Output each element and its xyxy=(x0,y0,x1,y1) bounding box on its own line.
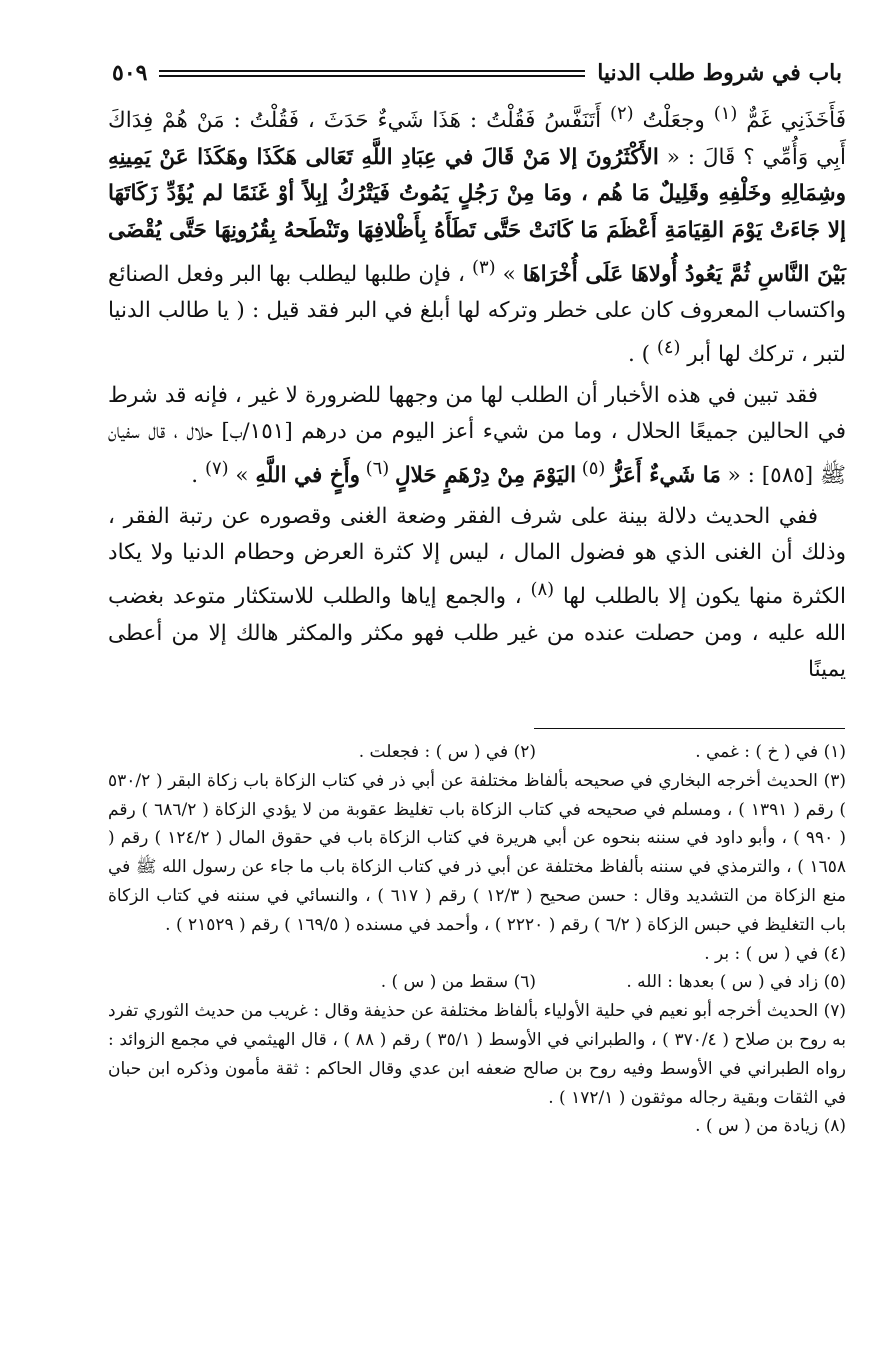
footnote-3: (٣) الحديث أخرجه البخاري في صحيحه بألفاظ مختلفة عن أبي ذر في كتاب الزكاة باب زكاة البقر ( ٥٣٠/٢ ) رقم ( ١٣٩١ ) ، ومسلم في صحيحه في كتاب الزكاة باب تغليظ عقوبة من لا يؤدي الزكاة ( ٦٨٦/٢ ) رقم ( ٩٩٠ ) ، وأبو داود في سننه بنحوه عن أبي هريرة في كتاب الزكاة باب في حقوق المال ( ١٢٤/٢ ) رقم ( ١٦٥٨ ) ، والترمذي في سننه بألفاظ مختلفة عن أبي ذر في كتاب الزكاة باب ما جاء عن رسول الله ﷺ في منع الزكاة من التشديد وقال : حسن صحيح ( ١٢/٣ ) رقم ( ٦١٧ ) ، والنسائي في سننه في كتاب الزكاة باب التغليظ في حبس الزكاة ( ٦/٢ ) رقم ( ٢٢٢٠ ) ، وأحمد في مسنده ( ١٦٩/٥ ) رقم ( ٢١٥٢٩ ) . xyxy=(108,770,847,935)
footnote-7: (٧) الحديث أخرجه أبو نعيم في حلية الأولياء بألفاظ مختلفة عن حذيفة وقال : غريب من حديث الثوري تفرد به روح بن صلاح ( ٣٧٠/٤ ) ، والطبراني في الأوسط ( ٣٥/١ ) رقم ( ٨٨ ) ، قال الهيثمي في مجمع الزوائد : رواه الطبراني في الأوسط وفيه روح بن صالح ضعفه ابن عدي وقال الحاكم : ثقة مأمون وذكره ابن حبان في الثقات وبقية رجاله موثقون ( ١٧٢/١ ) . xyxy=(108,1001,847,1108)
p1-b: أَتَنَفَّسُ فَقُلْتُ : هَذَا شَيءٌ حَدَثَ ، فَقُلْتُ : مَنْ هُمْ فِدَاكَ أَبِي وَأُمِّي ؟ قَالَ : « xyxy=(108,108,847,170)
footnote-marker-3: (٣) xyxy=(471,256,496,278)
p1-end: ، فإن طلبها ليطلب بها البر وفعل الصنائع واكتساب المعروف كان على خطر وتركه لها أبلغ في البر فقد قيل : ( يا طالب الدنيا لتبر ، تركك لها أبر xyxy=(108,261,846,368)
p3-start: ففي الحديث دلالة بينة على شرف الفقر وضعة الغنى وقصوره عن رتبة الفقر ، وذلك أن الغنى الذي هو فضول المال ، ليس إلا كثرة العرض وحطام الدنيا ولا يكاد الكثرة منها يكون إلا بالطلب لها xyxy=(108,503,846,609)
running-header xyxy=(112,56,842,90)
footnote-separator xyxy=(534,728,845,729)
footnotes xyxy=(108,738,846,1141)
paragraph-2 xyxy=(108,378,846,495)
p1-start: فَأَخَذَنِي غَمٌّ xyxy=(737,108,846,134)
footnote-marker-8: (٨) xyxy=(530,578,555,600)
footnote-marker-2: (٢) xyxy=(610,103,634,124)
chapter-title: باب في شروط طلب الدنيا xyxy=(597,60,842,86)
paragraph-1 xyxy=(108,96,846,374)
footnote-marker-1: (١) xyxy=(713,103,738,124)
page-number: ٥٠٩ xyxy=(112,60,148,86)
footnote-marker-4: (٤) xyxy=(656,336,681,358)
footnote-marker-5: (٥) xyxy=(576,457,612,479)
paragraph-3 xyxy=(108,499,846,689)
p1-c: » xyxy=(495,261,523,287)
footnote-2: (٢) في ( س ) : فجعلت . xyxy=(358,742,536,762)
footnote-4: (٤) في ( س ) : بر . xyxy=(704,943,846,964)
hadith-quote-2c: وأَخٍ في اللَّهِ xyxy=(255,462,360,488)
p3-end: ، والجمع إياها والطلب للاستكثار متوعد بغضب الله عليه ، ومن حصلت عنده من غير طلب فهو مكثر والمكثر هالك إلا من أعطى يمينًا xyxy=(108,583,846,683)
p2-c: » xyxy=(228,462,256,488)
footnote-8: (٨) زيادة من ( س ) . xyxy=(695,1116,846,1137)
hadith-quote-2a: مَا شَيءٌ أَعَزُّ xyxy=(611,462,721,488)
p2-end: . xyxy=(191,462,205,488)
footnote-marker-7: (٧) xyxy=(204,457,229,479)
hadith-quote-1: الأَكْثَرُونَ إلا مَنْ قَالَ في عِبَادِ اللَّهِ تَعَالى هَكَذَا وهَكَذَا عَنْ يَمِينِهِ وشِمَالِهِ وخَلْفِهِ وقَلِيلٌ مَا هُم ، ومَا مِنْ رَجُلٍ يَمُوتُ فَيَتْرُكُ إبِلاً أوْ غَنَمًا لم يُؤَدِّ زَكَاتَهَا إلا جَاءَتْ يَوْمَ القِيَامَةِ أَعْظَمَ مَا كَانَتْ حَتَّى تَطَأَهُ بِأَظْلافِهَا وتَنْطَحهُ بِقُرُونِهَا حَتَّى يُقْضَى بَيْنَ النَّاسِ ثُمَّ يَعُودُ أُولاهَا عَلَى أُخْرَاهَا xyxy=(108,144,846,287)
hadith-quote-2b: اليَوْمَ مِنْ دِرْهَمٍ حَلالٍ xyxy=(394,462,577,488)
main-text xyxy=(108,96,846,689)
header-rule xyxy=(159,70,585,77)
footnote-6: (٦) سقط من ( س ) . xyxy=(380,972,536,993)
footnote-row-5-6 xyxy=(108,968,846,997)
footnote-marker-6: (٦) xyxy=(359,457,395,479)
footnote-1: (١) في ( خ ) : غمي . xyxy=(695,742,846,762)
p1-close: ) . xyxy=(627,342,657,368)
footnote-5: (٥) زاد في ( س ) بعدها : الله . xyxy=(626,972,846,993)
p2-start: فقد تبين في هذه الأخبار أن الطلب لها من وجهها للضرورة لا غير ، فإنه قد شرط في الحالين جميعًا الحلال ، وما من شيء أعز اليوم من درهم [١٥١/ب] حلال ، قال سفيان ﷺ [٥٨٥] : « xyxy=(108,382,846,488)
footnote-row-1-2 xyxy=(108,738,846,767)
p1-a: وجعَلْتُ xyxy=(633,108,714,134)
